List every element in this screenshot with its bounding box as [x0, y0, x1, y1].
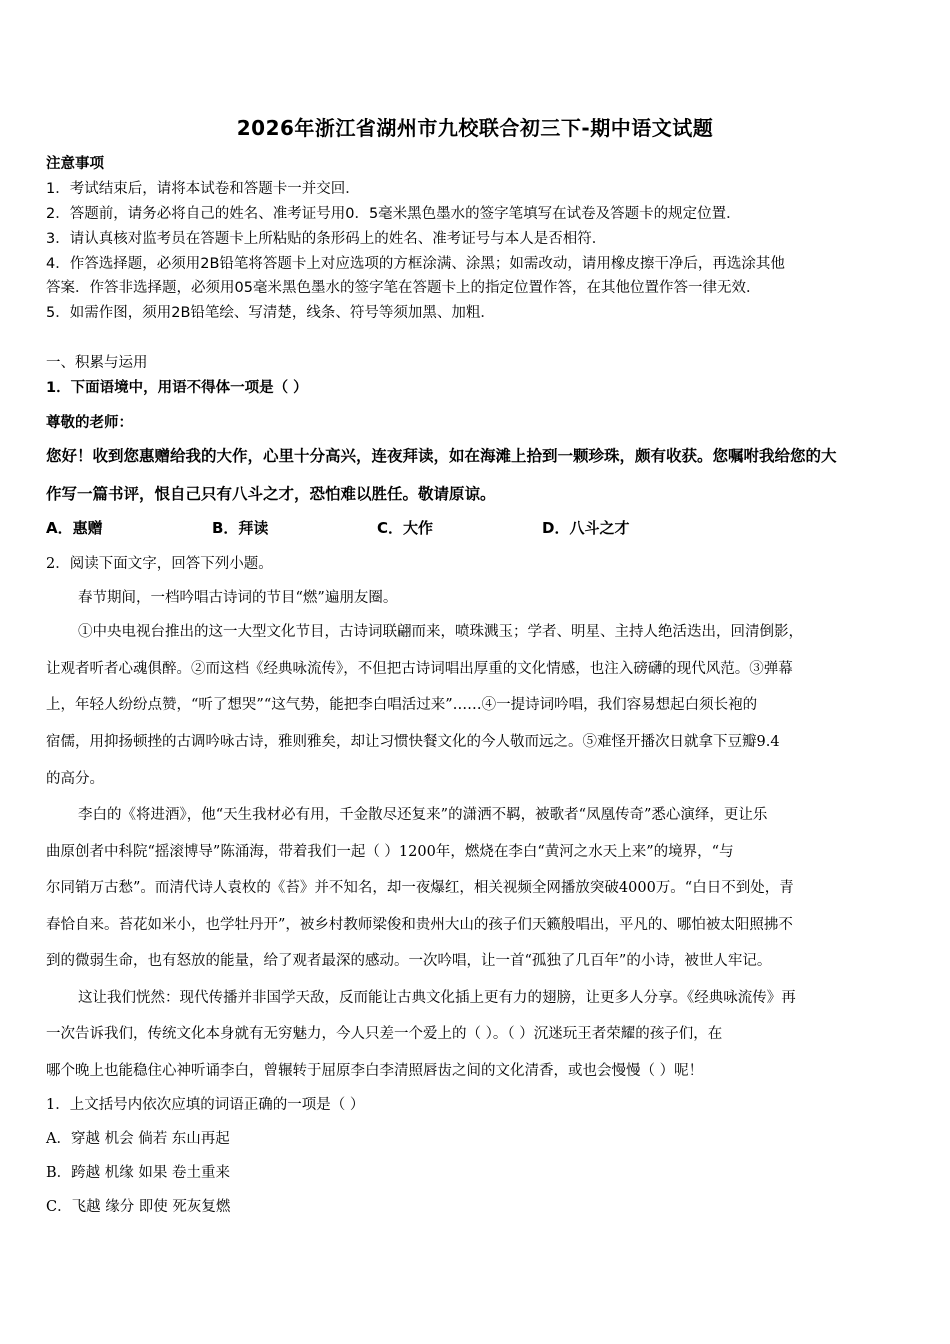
- letter-line: 您好！收到您惠赠给我的大作，心里十分高兴，连夜拜读，如在海滩上拾到一颗珍珠，颇有收获。您嘱咐我给您的大: [46, 447, 837, 465]
- letter-salutation: 尊敬的老师：: [46, 415, 133, 431]
- question-2-stem: 2．阅读下面文字，回答下列小题。: [46, 556, 273, 572]
- passage-line: 宿儒，用抑扬顿挫的古调吟咏古诗，雅则雅矣，却让习惯快餐文化的今人敬而远之。⑤难怪开播次日就拿下豆瓣9.4: [46, 734, 780, 750]
- notice-item: 3．请认真核对监考员在答题卡上所粘贴的条形码上的姓名、准考证号与本人是否相符．: [46, 231, 607, 247]
- sub1-option-c[interactable]: C．飞越 缘分 即使 死灰复燃: [46, 1199, 231, 1215]
- passage-line: 一次告诉我们，传统文化本身就有无穷魅力，今人只差一个爱上的（ ）。（ ）沉迷玩王者荣耀的孩子们，在: [46, 1026, 723, 1042]
- passage-line: 春恰自来。苔花如米小，也学牡丹开”，被乡村教师梁俊和贵州大山的孩子们天籁般唱出，平凡的、哪怕被太阳照拂不: [46, 917, 793, 933]
- notice-heading: 注意事项: [46, 156, 104, 172]
- passage-line: 李白的《将进酒》，他“天生我材必有用，千金散尽还复来”的潇洒不羁，被歌者“凤凰传奇”悉心演绎，更让乐: [78, 807, 768, 823]
- question-1-stem: 1．下面语境中，用语不得体一项是（ ）: [46, 380, 308, 396]
- passage-line: 这让我们恍然：现代传播并非国学天敌，反而能让古典文化插上更有力的翅膀，让更多人分享。《经典咏流传》再: [78, 990, 796, 1006]
- q1-option-c[interactable]: C．大作: [377, 519, 434, 537]
- q1-option-a[interactable]: A．惠赠: [46, 519, 103, 537]
- notice-item: 答案．作答非选择题，必须用05毫米黑色墨水的签字笔在答题卡上的指定位置作答，在其他位置作答一律无效．: [46, 280, 761, 296]
- notice-item: 4．作答选择题，必须用2B铅笔将答题卡上对应选项的方框涂满、涂黑；如需改动，请用橡皮擦干净后，再选涂其他: [46, 256, 785, 272]
- passage-line: 尔同销万古愁”。而清代诗人袁枚的《苔》并不知名，却一夜爆红，相关视频全网播放突破4000万。“白日不到处，青: [46, 880, 794, 896]
- passage-line: 的高分。: [46, 771, 104, 787]
- passage-line: 让观者听者心魂俱醉。②而这档《经典咏流传》，不但把古诗词唱出厚重的文化情感，也注入磅礴的现代风范。③弹幕: [46, 661, 793, 677]
- notice-item: 1．考试结束后，请将本试卷和答题卡一并交回．: [46, 181, 360, 197]
- notice-item: 5．如需作图，须用2B铅笔绘、写清楚，线条、符号等须加黑、加粗．: [46, 305, 495, 321]
- notice-item: 2．答题前，请务必将自己的姓名、准考证号用0．5毫米黑色墨水的签字笔填写在试卷及答题卡的规定位置．: [46, 206, 741, 222]
- passage-line: ①中央电视台推出的这一大型文化节目，古诗词联翩而来，喷珠溅玉；学者、明星、主持人绝活迭出，回清倒影，: [78, 624, 803, 640]
- passage-line: 春节期间，一档吟唱古诗词的节目“燃”遍朋友圈。: [78, 590, 398, 606]
- q1-option-d[interactable]: D．八斗之才: [542, 519, 630, 537]
- passage-line: 哪个晚上也能稳住心神听诵李白，曾辗转于屈原李白李清照唇齿之间的文化清香，或也会慢慢（ ）呢！: [46, 1063, 704, 1079]
- passage-line: 上，年轻人纷纷点赞，“听了想哭”“这气势，能把李白唱活过来”……④一提诗词吟唱，我们容易想起白须长袍的: [46, 697, 758, 713]
- passage-line: 到的微弱生命，也有怒放的能量，给了观者最深的感动。一次吟唱，让一首“孤独了几百年”的小诗，被世人牢记。: [46, 953, 772, 969]
- sub-question-1-stem: 1．上文括号内依次应填的词语正确的一项是（ ）: [46, 1097, 365, 1113]
- page-title: 2026年浙江省湖州市九校联合初三下-期中语文试题: [236, 116, 714, 140]
- q1-option-b[interactable]: B．拜读: [212, 519, 269, 537]
- sub1-option-a[interactable]: A．穿越 机会 倘若 东山再起: [46, 1131, 230, 1147]
- passage-line: 曲原创者中科院“摇滚博导”陈涌海，带着我们一起（ ）1200年，燃烧在李白“黄河之水天上来”的境界，“与: [46, 844, 734, 860]
- sub1-option-b[interactable]: B．跨越 机缘 如果 卷土重来: [46, 1165, 230, 1181]
- letter-line: 作写一篇书评，恨自己只有八斗之才，恐怕难以胜任。敬请原谅。: [46, 485, 496, 503]
- section-heading: 一、积累与运用: [46, 355, 148, 371]
